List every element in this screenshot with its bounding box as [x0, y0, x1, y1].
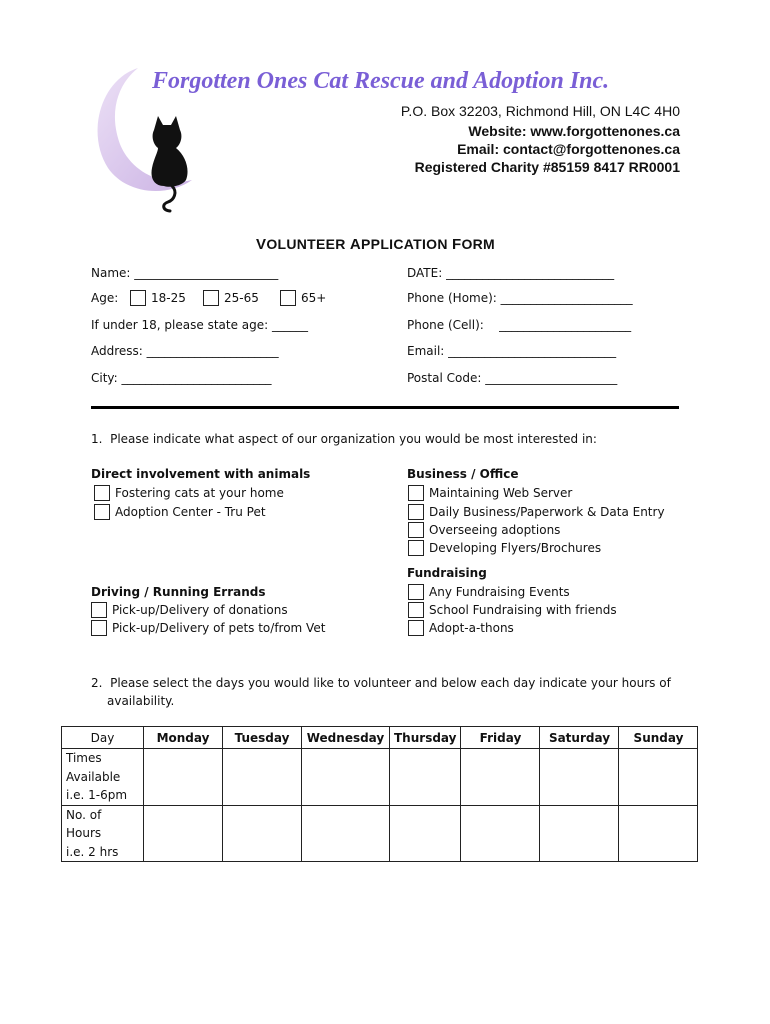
times-wednesday-cell[interactable]	[302, 749, 390, 806]
column-header-saturday: Saturday	[540, 727, 619, 749]
option-delivery-donations[interactable]: Pick-up/Delivery of donations	[91, 602, 288, 618]
option-adopt-a-thons[interactable]: Adopt-a-thons	[408, 620, 514, 636]
org-website: Website: www.forgottenones.ca	[468, 123, 680, 139]
checkbox[interactable]	[408, 504, 424, 520]
checkbox[interactable]	[408, 485, 424, 501]
option-web-server[interactable]: Maintaining Web Server	[408, 485, 572, 501]
org-address: P.O. Box 32203, Richmond Hill, ON L4C 4H0	[400, 103, 680, 119]
times-tuesday-cell[interactable]	[223, 749, 302, 806]
option-flyers-brochures[interactable]: Developing Flyers/Brochures	[408, 540, 601, 556]
availability-table	[61, 726, 698, 862]
organization-name: Forgotten Ones Cat Rescue and Adoption Inc.	[152, 68, 610, 94]
hours-tuesday-cell[interactable]	[223, 805, 302, 862]
column-header-thursday: Thursday	[390, 727, 461, 749]
column-header-sunday: Sunday	[619, 727, 698, 749]
age-option-25-65[interactable]: 25-65	[203, 290, 259, 306]
column-header-wednesday: Wednesday	[302, 727, 390, 749]
checkbox[interactable]	[408, 540, 424, 556]
under-18-age-field[interactable]: If under 18, please state age: ______	[91, 318, 308, 332]
phone-cell-field[interactable]: Phone (Cell): ______________________	[407, 318, 632, 332]
form-title: VOLUNTEER APPLICATION FORM	[256, 236, 496, 253]
question-2-text-continued: availability.	[107, 694, 175, 708]
column-header-day: Day	[62, 727, 144, 749]
column-header-monday: Monday	[144, 727, 223, 749]
hours-saturday-cell[interactable]	[540, 805, 619, 862]
hours-monday-cell[interactable]	[144, 805, 223, 862]
times-thursday-cell[interactable]	[390, 749, 461, 806]
column-header-tuesday: Tuesday	[223, 727, 302, 749]
business-group-heading: Business / Office	[407, 467, 519, 481]
column-header-friday: Friday	[461, 727, 540, 749]
checkbox[interactable]	[91, 620, 107, 636]
fundraising-group-heading: Fundraising	[407, 566, 487, 580]
question-1-text: 1. Please indicate what aspect of our organization you would be most interested in:	[91, 432, 597, 446]
option-daily-business[interactable]: Daily Business/Paperwork & Data Entry	[408, 504, 665, 520]
option-fostering[interactable]: Fostering cats at your home	[94, 485, 284, 501]
org-email: Email: contact@forgottenones.ca	[457, 141, 680, 157]
cat-silhouette-icon	[152, 116, 188, 211]
address-field[interactable]: Address: ______________________	[91, 344, 279, 358]
checkbox[interactable]	[408, 620, 424, 636]
org-charity-number: Registered Charity #85159 8417 RR0001	[414, 159, 680, 175]
option-school-fundraising[interactable]: School Fundraising with friends	[408, 602, 617, 618]
city-field[interactable]: City: _________________________	[91, 371, 272, 385]
animals-group-heading: Direct involvement with animals	[91, 467, 311, 481]
times-saturday-cell[interactable]	[540, 749, 619, 806]
checkbox[interactable]	[94, 504, 110, 520]
checkbox[interactable]	[94, 485, 110, 501]
hours-thursday-cell[interactable]	[390, 805, 461, 862]
checkbox[interactable]	[408, 522, 424, 538]
age-option-18-25[interactable]: 18-25	[130, 290, 186, 306]
checkbox[interactable]	[130, 290, 146, 306]
section-divider	[91, 406, 679, 409]
times-friday-cell[interactable]	[461, 749, 540, 806]
age-option-65-plus[interactable]: 65+	[280, 290, 326, 306]
option-adoption-center[interactable]: Adoption Center - Tru Pet	[94, 504, 266, 520]
table-row-times-available	[62, 749, 698, 806]
driving-group-heading: Driving / Running Errands	[91, 585, 266, 599]
hours-wednesday-cell[interactable]	[302, 805, 390, 862]
table-row-number-of-hours	[62, 805, 698, 862]
option-overseeing-adoptions[interactable]: Overseeing adoptions	[408, 522, 560, 538]
times-monday-cell[interactable]	[144, 749, 223, 806]
question-2-text: 2. Please select the days you would like to volunteer and below each day indicate your hours of	[91, 676, 671, 690]
checkbox[interactable]	[203, 290, 219, 306]
row-label-number-of-hours: No. of Hours i.e. 2 hrs	[62, 805, 144, 862]
row-label-times-available: Times Available i.e. 1-6pm	[62, 749, 144, 806]
postal-code-field[interactable]: Postal Code: ______________________	[407, 371, 618, 385]
option-delivery-pets-vet[interactable]: Pick-up/Delivery of pets to/from Vet	[91, 620, 325, 636]
phone-home-field[interactable]: Phone (Home): ______________________	[407, 291, 633, 305]
name-field[interactable]: Name: ________________________	[91, 266, 279, 280]
option-fundraising-events[interactable]: Any Fundraising Events	[408, 584, 570, 600]
email-field[interactable]: Email: ____________________________	[407, 344, 617, 358]
checkbox[interactable]	[408, 584, 424, 600]
times-sunday-cell[interactable]	[619, 749, 698, 806]
checkbox[interactable]	[91, 602, 107, 618]
hours-friday-cell[interactable]	[461, 805, 540, 862]
hours-sunday-cell[interactable]	[619, 805, 698, 862]
checkbox[interactable]	[280, 290, 296, 306]
age-label: Age:	[91, 291, 119, 305]
checkbox[interactable]	[408, 602, 424, 618]
table-header-row	[62, 727, 698, 749]
date-field[interactable]: DATE: ____________________________	[407, 266, 615, 280]
